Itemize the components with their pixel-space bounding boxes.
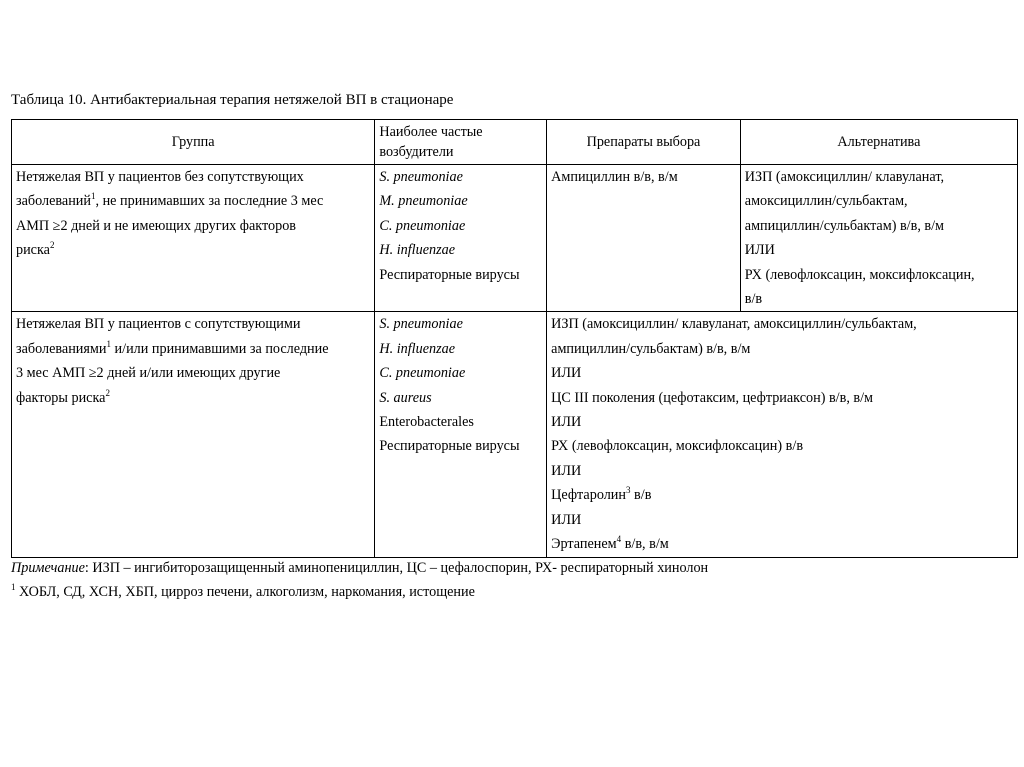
alt-line: ИЗП (амоксициллин/ клавуланат, <box>744 169 944 185</box>
row1-group-line <box>16 238 370 262</box>
therapy-text: в/в, в/м <box>621 536 669 553</box>
row1-group-line <box>16 189 370 213</box>
pathogen-item: C. pneumoniae <box>379 217 466 234</box>
pathogen-item: Enterobacterales <box>379 414 474 431</box>
note-text: : ИЗП – ингибиторозащищенный аминопенициллин, ЦС – цефалоспорин, РХ- респираторный хинолон <box>84 560 709 576</box>
alt-line: ИЛИ <box>744 242 775 259</box>
pathogen-item: C. pneumoniae <box>379 365 466 382</box>
row1-group-cell <box>12 165 375 312</box>
row2-group-cell <box>12 312 375 557</box>
therapy-line: ИЛИ <box>551 365 582 382</box>
footnote-text: ХОБЛ, СД, ХСН, ХБП, цирроз печени, алкоголизм, наркомания, истощение <box>15 584 475 600</box>
footnote-ref: 1 <box>106 338 111 349</box>
therapy-line: ЦС III поколения (цефотаксим, цефтриаксон) в/в, в/м <box>551 389 874 406</box>
header-pathogens-line1: Наиболее частые <box>379 124 483 140</box>
note-label: Примечание <box>11 560 85 576</box>
pathogen-item: H. influenzae <box>379 242 456 259</box>
therapy-line <box>551 483 1013 507</box>
table-header-row <box>12 120 1018 165</box>
row1-pathogens-cell <box>375 165 547 312</box>
row2-group-text: факторы риска <box>16 389 106 406</box>
pathogen-item: Респираторные вирусы <box>379 438 520 455</box>
row1-group-line: АМП ≥2 дней и не имеющих других факторов <box>16 217 296 234</box>
row2-group-line: Нетяжелая ВП у пациентов с сопутствующими <box>16 316 301 333</box>
header-pathogens <box>375 120 547 165</box>
note-line <box>11 556 708 580</box>
therapy-text: в/в <box>630 487 652 504</box>
therapy-line: ИЛИ <box>551 414 582 431</box>
footnote-ref: 1 <box>91 191 96 202</box>
footnote-ref: 3 <box>626 485 631 496</box>
therapy-line: РХ (левофлоксацин, моксифлоксацин) в/в <box>551 438 804 455</box>
therapy-line: ИЗП (амоксициллин/ клавуланат, амоксициллин/сульбактам, <box>551 316 917 333</box>
pathogen-item: S. pneumoniae <box>379 169 463 185</box>
footnote-ref: 2 <box>49 240 55 251</box>
therapy-line: ИЛИ <box>551 462 582 479</box>
footnote-ref: 2 <box>105 387 110 398</box>
notes-block <box>11 556 708 604</box>
table-row <box>12 165 1018 312</box>
row1-group-text: , не принимавших за последние 3 мес <box>95 193 324 210</box>
pathogen-item: S. pneumoniae <box>379 316 463 333</box>
pathogen-item: S. aureus <box>379 389 432 406</box>
table-row <box>12 312 1018 557</box>
row2-group-line: 3 мес АМП ≥2 дней и/или имеющих другие <box>16 365 281 382</box>
therapy-line: ИЛИ <box>551 511 582 528</box>
header-drugs: Препараты выбора <box>547 120 741 165</box>
footnote-marker: 1 <box>11 582 16 592</box>
row2-group-line <box>16 386 370 410</box>
therapy-table <box>11 119 1018 558</box>
row1-group-text: риска <box>16 242 50 259</box>
row1-alternative-cell <box>740 165 1017 312</box>
row2-group-text: и/или принимавшими за последние <box>111 340 329 357</box>
therapy-text: Цефтаролин <box>551 487 626 504</box>
alt-line: ампициллин/сульбактам) в/в, в/м <box>744 217 945 234</box>
header-pathogens-line2: возбудители <box>379 144 454 160</box>
header-alternative: Альтернатива <box>740 120 1017 165</box>
footnote-line <box>11 580 708 604</box>
drug-item: Ампициллин в/в, в/м <box>551 169 678 185</box>
alt-line: амоксициллин/сульбактам, <box>744 193 908 210</box>
row1-group-text: заболеваний <box>16 193 91 210</box>
alt-line: РХ (левофлоксацин, моксифлоксацин, <box>744 266 975 283</box>
table-title: Таблица 10. Антибактериальная терапия нетяжелой ВП в стационаре <box>11 92 454 108</box>
therapy-line <box>551 532 1013 556</box>
row2-therapy-cell <box>547 312 1018 557</box>
row1-group-line: Нетяжелая ВП у пациентов без сопутствующих <box>16 169 304 185</box>
therapy-line: ампициллин/сульбактам) в/в, в/м <box>551 340 751 357</box>
row2-group-text: заболеваниями <box>16 340 107 357</box>
therapy-text: Эртапенем <box>551 536 617 553</box>
row2-group-line <box>16 337 370 361</box>
pathogen-item: H. influenzae <box>379 340 456 357</box>
row2-pathogens-cell <box>375 312 547 557</box>
row1-drugs-cell <box>547 165 741 312</box>
footnote-ref: 4 <box>616 534 622 545</box>
pathogen-item: M. pneumoniae <box>379 193 468 210</box>
alt-line: в/в <box>744 291 763 308</box>
pathogen-item: Респираторные вирусы <box>379 266 520 283</box>
header-group: Группа <box>12 120 375 165</box>
